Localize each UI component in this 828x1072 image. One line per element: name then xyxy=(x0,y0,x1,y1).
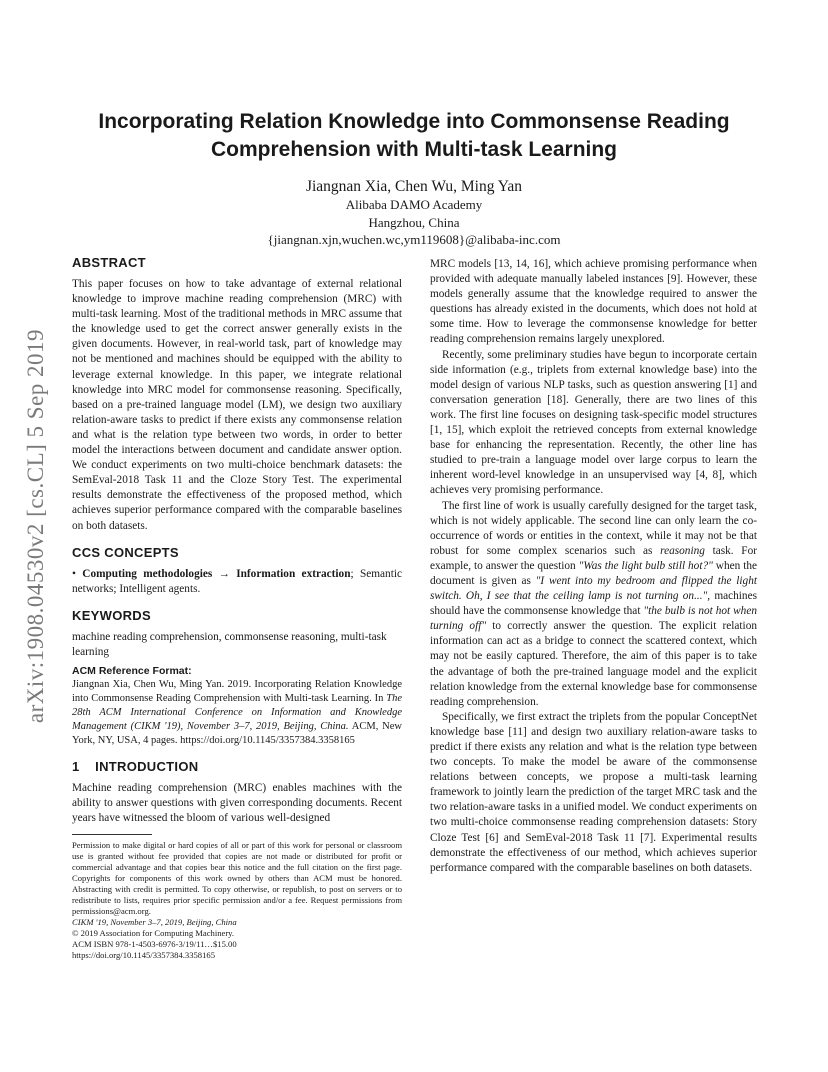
author-list: Jiangnan Xia, Chen Wu, Ming Yan xyxy=(305,178,523,195)
keywords-heading: KEYWORDS xyxy=(72,607,151,623)
ccs-heading: CCS CONCEPTS xyxy=(72,544,179,560)
ccs-rest: ; Semantic networks; Intelligent agents. xyxy=(72,567,402,595)
keywords-text: machine reading comprehension, commonsense reasoning, multi-task learning xyxy=(72,630,387,658)
copyright-line: © 2019 Association for Computing Machinery. xyxy=(72,928,235,939)
conference-line xyxy=(72,917,402,928)
introduction-heading: 1 INTRODUCTION xyxy=(72,758,199,774)
affiliation: Alibaba DAMO Academy xyxy=(345,197,483,212)
arxiv-sidebar xyxy=(18,296,54,756)
p3-italic-document: "I went into my bedroom and flipped the light switch. Oh, I see that the ceiling lamp is not turning on..." xyxy=(430,574,757,603)
acm-reference-part2: ACM, New York, NY, USA, 4 pages. https://doi.org/10.1145/3357384.3358165 xyxy=(72,720,402,746)
acm-reference-heading: ACM Reference Format: xyxy=(72,664,192,677)
intro-paragraph-2: Recently, some preliminary studies have begun to incorporate certain side information (e.g., triplets from external knowledge base) into the model design of various NLP tasks, such as question answering [1] and conversation generation [18]. Generally, there are two lines of this work. The first line focuses on designing task-specific model structures [1, 15], which exploit the retrieved concepts from external knowledge base for enhancing the representation. Recently, the other line has studied to pre-train a language model over large corpus to learn the inherent word-level knowledge in an unsupervised way [4, 8], which achieves very promising performance. xyxy=(430,348,757,497)
intro-paragraph-1: MRC models [13, 14, 16], which achieve promising performance when provided with adequate manually labeled instances [9]. However, these models generally assume that the knowledge required to answer the questions has already existed in the documents, which does not hold at some time. How to leverage the commonsense knowledge for better reading comprehension remains largely unexplored. xyxy=(430,258,757,346)
ccs-arrow: → xyxy=(218,567,230,580)
arxiv-identifier: arXiv:1908.04530v2 [cs.CL] 5 Sep 2019 xyxy=(23,328,48,724)
location: Hangzhou, China xyxy=(368,214,460,230)
abstract-text: This paper focuses on how to take advantage of external relational knowledge to improve machine reading comprehension (MRC) with multi-task learning. Most of the traditional methods in MRC assume that the knowledge used to get the correct answer generally exists in the given documents. However, in real-world task, part of knowledge may not be mentioned and machines should be equipped with the ability to leverage external knowledge. In this paper, we integrate relational knowledge into MRC model for commonsense reasoning. Specifically, based on a pre-trained language model (LM), we design two auxiliary relation-aware tasks to predict if there exists any commonsense relation and what is the relation type between two words, in order to better model the interactions between document and candidate answer option. We conduct experiments on two multi-choice benchmark datasets: the SemEval-2018 Task 11 and the Cloze Story Test. The experimental results demonstrate the effectiveness of the proposed method, which achieves superior performance compared with the comparable baselines on both datasets. xyxy=(72,278,402,532)
p3-italic-knowledge: "the bulb is not hot when turning off" xyxy=(430,605,757,633)
conference-name: CIKM '19, November 3–7, 2019, Beijing, China xyxy=(72,917,237,928)
p3-text-a: The first line of work is usually carefully designed for the target task, which is not widely applicable. The second line can only learn the co-occurrence of words or entities in the context, while it may not be that robust for some complex scenarios such as xyxy=(430,499,757,557)
paper-title: Incorporating Relation Knowledge into Commonsense Reading Comprehension with Multi-task Learning xyxy=(98,110,730,161)
p3-italic-reasoning: reasoning xyxy=(660,544,705,557)
permission-notice: Permission to make digital or hard copies of all or part of this work for personal or classroom use is granted without fee provided that copies are not made or distributed for profit or commercial advantage and that copies bear this notice and the full citation on the first page. Copyrights for components of this work owned by others than ACM must be honored. Abstracting with credit is permitted. To copy otherwise, or republish, to post on servers or to redistribute to lists, requires prior specific permission and/or a fee. Request permissions from permissions@acm.org. xyxy=(72,840,402,917)
email: {jiangnan.xjn,wuchen.wc,ym119608}@alibaba-inc.com xyxy=(267,232,561,247)
acm-reference-venue: The 28th ACM International Conference on Information and Knowledge Management (CIKM '19), November 3–7, 2019, Beijing, China. xyxy=(72,692,402,732)
footnote-rule xyxy=(72,834,152,835)
affiliation-block xyxy=(60,196,768,249)
ccs-bullet: • xyxy=(72,567,76,580)
intro-paragraph-3 xyxy=(430,499,757,710)
ccs-term-b: Information extraction xyxy=(236,567,351,580)
p3-text-d: , machines should have the commonsense knowledge that xyxy=(430,590,757,618)
p3-text-e: to correctly answer the question. The explicit relation information can act as a bridge to connect the scattered context, which may not be easily captured. Therefore, the aim of this paper is to take the advantage of both the pre-trained language model and the explicit relation knowledge from the external knowledge base for commonsense reading comprehension. xyxy=(430,620,757,708)
isbn-line: ACM ISBN 978-1-4503-6976-3/19/11…$15.00 xyxy=(72,939,237,950)
abstract-heading: ABSTRACT xyxy=(72,255,146,270)
p3-text-c: when the document is given as xyxy=(430,559,757,587)
footnote-block xyxy=(72,840,402,961)
right-column xyxy=(430,257,757,876)
left-column xyxy=(72,255,402,961)
p3-text-b: task. For example, to answer the question xyxy=(430,544,757,572)
acm-reference-text xyxy=(72,678,402,748)
doi-line: https://doi.org/10.1145/3357384.3358165 xyxy=(72,950,215,961)
p3-italic-question: "Was the light bulb still hot?" xyxy=(578,559,713,572)
ccs-term-a: Computing methodologies xyxy=(82,567,213,580)
intro-paragraph-4: Specifically, we first extract the triplets from the popular ConceptNet knowledge base [11] and design two auxiliary relation-aware tasks to predict if there exists any relation and what is the relation type between two concepts. To make the model be aware of the commonsense relations between concepts, we propose a multi-task learning framework to jointly learn the prediction of the target MRC task and the two relation-aware tasks in a unified model. We conduct experiments on two multi-choice commonsense reading comprehension datasets: Story Cloze Test [6] and SemEval-2018 Task 11 [7]. Experimental results demonstrate the effectiveness of our method, which achieves superior performance compared with the comparable baselines on both datasets. xyxy=(430,710,757,874)
acm-reference-part1: Jiangnan Xia, Chen Wu, Ming Yan. 2019. Incorporating Relation Knowledge into Commonsense Reading Comprehension with Multi-task Learning. In xyxy=(72,678,402,704)
introduction-text: Machine reading comprehension (MRC) enables machines with the ability to answer questions with given corresponding documents. Recent years have witnessed the bloom of various well-designed xyxy=(72,781,402,825)
ccs-text xyxy=(72,567,402,597)
